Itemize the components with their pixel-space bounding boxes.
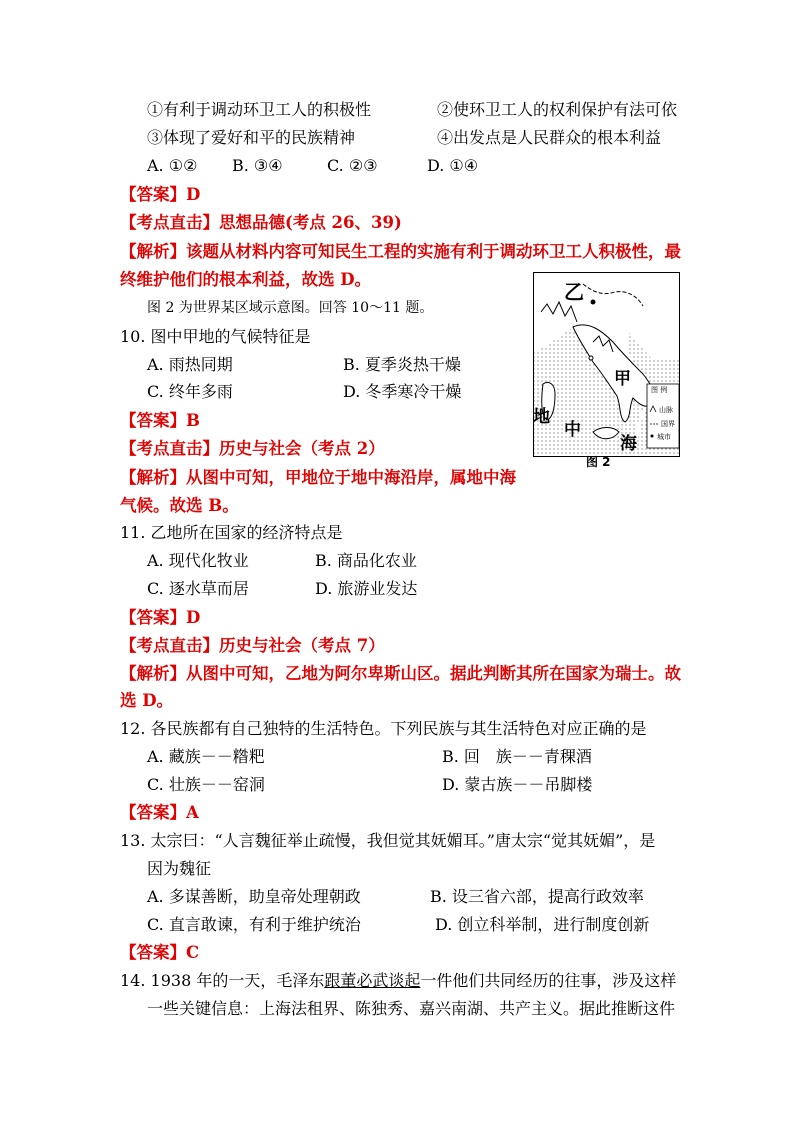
legend-city-label: 城市 [657,433,671,441]
kaodian-label: 【考点直击】 [120,439,219,458]
city-marker [591,300,596,305]
legend-border-label: 国界 [661,420,675,428]
q10-option-b: B. 夏季炎热干燥 [343,355,461,374]
q13-option-d: D. 创立科举制，进行制度创新 [435,915,650,934]
kaodian-value: 历史与社会（考点 7） [219,636,385,655]
q12-option-c: C. 壮族－－窑洞 [147,775,265,794]
q11-jiexi-line-2: 选 D。 [120,691,174,710]
map-caption: 图 2 [586,455,611,469]
legend-title: 图 例 [651,386,668,394]
legend-mountain-label: 山脉 [659,406,673,414]
q13-stem-line-1: 13. 太宗曰：“人言魏征举止疏慢，我但觉其妩媚耳。”唐太宗“觉其妩媚”，是 [120,831,656,850]
q9-answer [120,184,200,206]
q9-choice-a: A. ①② [147,156,198,175]
q9-choice-d: D. ①④ [427,156,479,175]
q9-kaodian [120,212,402,234]
q14-stem-part-1: 14. 1938 年的一天，毛泽东 [120,971,325,990]
jiexi-label: 【解析】 [120,664,186,683]
q11-kaodian [120,635,385,657]
q14-stem-line-1 [120,970,676,992]
q10-option-a: A. 雨热同期 [147,355,233,374]
q11-jiexi-line-1 [120,663,681,685]
answer-value: A [186,803,199,822]
q10-jiexi-line-2: 气候。故选 B。 [120,496,239,515]
kaodian-value: 历史与社会（考点 2） [219,439,385,458]
figure-2-map [533,272,680,457]
q11-option-a: A. 现代化牧业 [147,551,249,570]
legend-city-icon [651,435,654,438]
answer-label: 【答案】 [120,185,186,204]
answer-label: 【答案】 [120,608,186,627]
answer-label: 【答案】 [120,411,186,430]
q13-stem-line-2: 因为魏征 [147,859,212,878]
q9-choice-c: C. ②③ [327,156,378,175]
q11-stem: 11. 乙地所在国家的经济特点是 [120,523,343,542]
q13-option-a: A. 多谋善断，助皇帝处理朝政 [147,887,361,906]
q10-option-d: D. 冬季寒冷干燥 [343,382,462,401]
map-label-yi: 乙 [564,280,584,304]
answer-value: B [186,411,200,430]
kaodian-label: 【考点直击】 [120,213,219,232]
q10-kaodian [120,438,385,460]
q10-stem: 10. 图中甲地的气候特征是 [120,327,311,346]
q13-answer [120,942,199,964]
q14-stem-part-2: 一件他们共同经历的往事，涉及这样 [420,971,677,990]
q9-jiexi-line-1 [120,241,681,263]
q9-choice-b: B. ③④ [232,156,283,175]
map-label-di: 地 [533,407,550,427]
q9-option-1: ①有利于调动环卫工人的积极性 [147,100,372,119]
q12-option-d: D. 蒙古族－－吊脚楼 [442,775,593,794]
figure-intro: 图 2 为世界某区域示意图。回答 10～11 题。 [147,300,434,316]
q9-option-4: ④出发点是人民群众的根本利益 [437,128,662,147]
jiexi-label: 【解析】 [120,468,186,487]
q10-option-c: C. 终年多雨 [147,382,233,401]
q11-option-d: D. 旅游业发达 [315,579,418,598]
q11-option-b: B. 商品化农业 [315,551,417,570]
q10-answer [120,410,200,432]
kaodian-value: 思想品德(考点 26、39) [219,213,402,232]
q11-option-c: C. 逐水草而居 [147,579,249,598]
q9-option-3: ③体现了爱好和平的民族精神 [147,128,356,147]
q14-stem-line-2: 一些关键信息：上海法租界、陈独秀、嘉兴南湖、共产主义。据此推断这件 [147,999,676,1018]
answer-value: D [186,185,201,204]
city-marker [589,356,593,360]
q12-answer [120,802,199,824]
answer-value: D [186,608,201,627]
map-label-zhong: 中 [564,420,581,440]
answer-label: 【答案】 [120,943,186,962]
q12-option-b: B. 回 族－－青稞酒 [442,747,592,766]
answer-label: 【答案】 [120,803,186,822]
q12-option-a: A. 藏族－－糌粑 [147,747,265,766]
q9-option-2: ②使环卫工人的权利保护有法可依 [437,100,678,119]
map-label-jia: 甲 [614,369,631,389]
jiexi-text: 从图中可知，乙地为阿尔卑斯山区。据此判断其所在国家为瑞士。故 [186,664,681,683]
answer-value: C [186,943,200,962]
kaodian-label: 【考点直击】 [120,636,219,655]
map-drawing [533,272,680,457]
q13-option-c: C. 直言敢谏，有利于维护统治 [147,915,361,934]
q12-stem: 12. 各民族都有自己独特的生活特色。下列民族与其生活特色对应正确的是 [120,719,647,738]
q11-answer [120,607,200,629]
map-label-hai: 海 [620,434,637,454]
jiexi-text: 该题从材料内容可知民生工程的实施有利于调动环卫工人积极性，最 [186,242,681,261]
jiexi-label: 【解析】 [120,242,186,261]
q14-underlined-text: 跟董必武谈起 [324,971,421,990]
q13-option-b: B. 设三省六部，提高行政效率 [430,887,644,906]
q10-jiexi-line-1 [120,467,516,489]
jiexi-text: 从图中可知，甲地位于地中海沿岸，属地中海 [186,468,516,487]
q9-jiexi-line-2: 终维护他们的根本利益，故选 D。 [120,270,372,289]
